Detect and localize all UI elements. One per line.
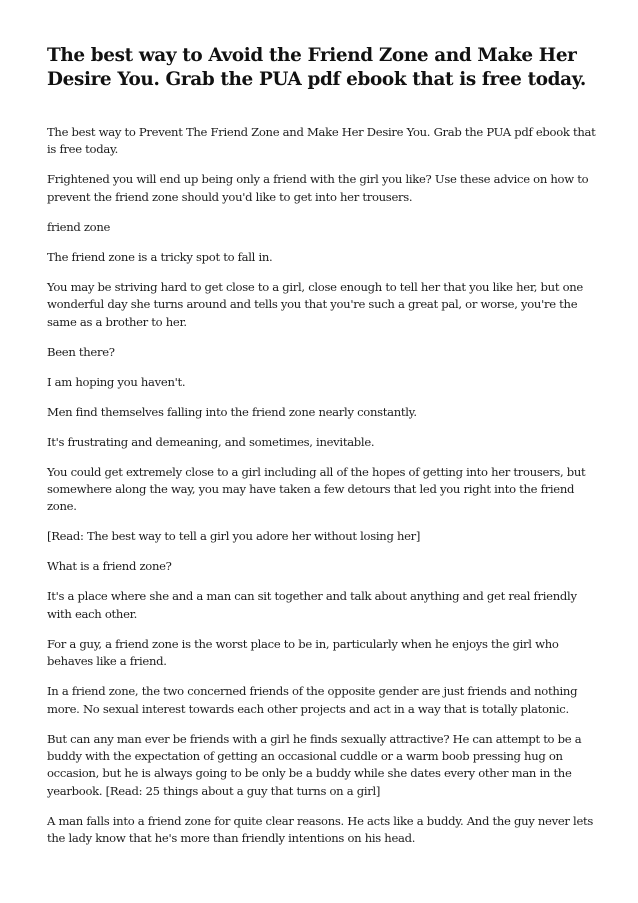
paragraph-intro: The best way to Prevent The Friend Zone and Make Her Desire You. Grab the PUA pdf ebook that is free today. xyxy=(47,125,596,157)
paragraph: Men find themselves falling into the friend zone nearly constantly. xyxy=(47,404,417,419)
paragraph: You could get extremely close to a girl including all of the hopes of getting into her trousers, but somewhere along the way, you may have taken a few detours that led you right into the friend zone. xyxy=(47,464,586,514)
paragraph: Been there? xyxy=(47,344,115,359)
paragraph: A man falls into a friend zone for quite clear reasons. He acts like a buddy. And the guy never lets the lady know that he's more than friendly intentions on his head. xyxy=(47,813,594,846)
paragraph-read-link: [Read: The best way to tell a girl you adore her without losing her] xyxy=(47,529,421,544)
paragraph: But can any man ever be friends with a girl he finds sexually attractive? He can attempt to be a buddy with the expectation of getting an occasional cuddle or a warm boob pressing hug on occasion, but he is always going to be only be a buddy while she dates every other man in the yearbook. [Read: 25 things about a guy that turns on a girl] xyxy=(47,731,582,798)
document-title: The best way to Avoid the Friend Zone and Make Her Desire You. Grab the PUA pdf ebook that is free today. xyxy=(47,45,586,90)
paragraph: What is a friend zone? xyxy=(47,559,172,574)
paragraph: For a guy, a friend zone is the worst place to be in, particularly when he enjoys the girl who behaves like a friend. xyxy=(47,636,559,669)
paragraph: friend zone xyxy=(47,219,111,234)
document-page xyxy=(47,0,599,848)
paragraph: In a friend zone, the two concerned friends of the opposite gender are just friends and nothing more. No sexual interest towards each other projects and act in a way that is totally platonic. xyxy=(47,684,578,716)
paragraph: It's frustrating and demeaning, and sometimes, inevitable. xyxy=(47,434,375,449)
paragraph: I am hoping you haven't. xyxy=(47,374,186,389)
paragraph: You may be striving hard to get close to a girl, close enough to tell her that you like her, but one wonderful day she turns around and tells you that you're such a great pal, or worse, you're the same as a brother to her. xyxy=(47,279,583,329)
paragraph: Frightened you will end up being only a friend with the girl you like? Use these advice on how to prevent the friend zone should you'd like to get into her trousers. xyxy=(47,172,589,204)
paragraph: It's a place where she and a man can sit together and talk about anything and get real friendly with each other. xyxy=(47,589,577,621)
paragraph: The friend zone is a tricky spot to fall in. xyxy=(47,249,273,264)
